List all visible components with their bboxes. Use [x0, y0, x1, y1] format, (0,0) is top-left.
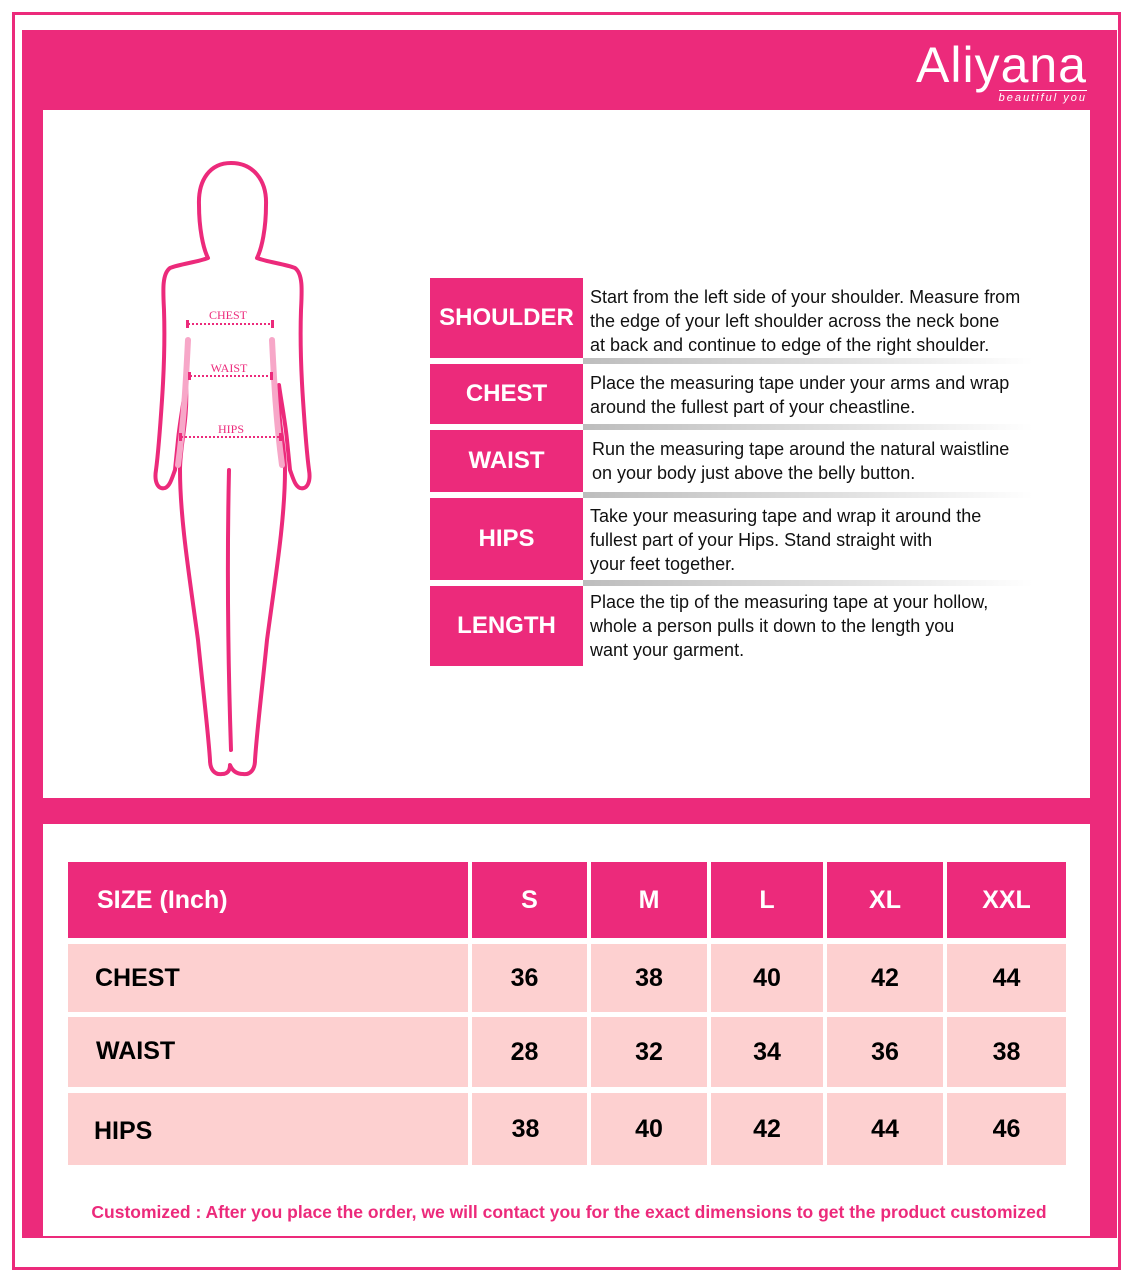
guide-separator — [583, 580, 1033, 586]
table-row-label-hips: HIPS — [68, 1093, 468, 1165]
guide-label-hips: HIPS — [430, 498, 583, 580]
guide-line: want your garment. — [590, 640, 745, 660]
guide-line: Take your measuring tape and wrap it around the — [590, 506, 982, 526]
body-silhouette-figure — [148, 158, 318, 780]
guide-label-chest: CHEST — [430, 364, 583, 424]
guide-text-hips — [590, 504, 1080, 576]
customization-note: Customized : After you place the order, we will contact you for the exact dimensions to get the product customized — [91, 1202, 1047, 1222]
figure-label-waist: WAIST — [210, 361, 248, 375]
guide-line: around the fullest part of your cheastline. — [590, 397, 916, 417]
table-header-size: SIZE (Inch) — [68, 862, 468, 938]
table-cell: 46 — [947, 1093, 1066, 1165]
guide-line: Place the tip of the measuring tape at your hollow, — [590, 592, 989, 612]
table-cell: 40 — [591, 1093, 707, 1165]
table-header-s: S — [472, 862, 587, 938]
guide-line: whole a person pulls it down to the length you — [590, 616, 955, 636]
guide-line: the edge of your left shoulder across the neck bone — [590, 311, 1000, 331]
table-cell: 32 — [591, 1017, 707, 1087]
table-row-label-waist: WAIST — [68, 1017, 468, 1087]
guide-text-chest — [590, 371, 1080, 419]
guide-separator — [583, 424, 1033, 430]
guide-separator — [583, 492, 1033, 498]
table-header-xl: XL — [827, 862, 943, 938]
arm-inner-shading — [178, 340, 282, 465]
table-cell: 42 — [827, 944, 943, 1012]
measure-lines — [181, 324, 281, 437]
guide-line: Start from the left side of your shoulder. Measure from — [590, 287, 1021, 307]
table-cell: 38 — [947, 1017, 1066, 1087]
table-cell: 38 — [591, 944, 707, 1012]
guide-line: Place the measuring tape under your arms and wrap — [590, 373, 1010, 393]
figure-label-chest: CHEST — [208, 308, 248, 322]
guide-separator — [583, 358, 1033, 364]
figure-label-hips: HIPS — [217, 422, 245, 436]
brand-name: Aliyana — [916, 37, 1087, 93]
table-cell: 44 — [827, 1093, 943, 1165]
table-cell: 34 — [711, 1017, 823, 1087]
brand-tagline: beautiful you — [998, 92, 1087, 104]
table-cell: 36 — [472, 944, 587, 1012]
table-cell: 42 — [711, 1093, 823, 1165]
table-header-xxl: XXL — [947, 862, 1066, 938]
guide-line: your feet together. — [590, 554, 736, 574]
guide-line: at back and continue to edge of the right shoulder. — [590, 335, 990, 355]
table-row-label-chest: CHEST — [68, 944, 468, 1012]
brand-logo — [893, 36, 1093, 108]
guide-text-waist — [592, 437, 1082, 485]
silhouette-outline — [155, 163, 309, 774]
table-cell: 28 — [472, 1017, 587, 1087]
guide-label-length: LENGTH — [430, 586, 583, 666]
guide-line: Run the measuring tape around the natural waistline — [592, 439, 1010, 459]
guide-text-shoulder — [590, 285, 1080, 357]
guide-line: on your body just above the belly button. — [592, 463, 916, 483]
guide-label-shoulder: SHOULDER — [430, 278, 583, 358]
size-chart-table — [68, 862, 1066, 1165]
table-cell: 36 — [827, 1017, 943, 1087]
guide-label-waist: WAIST — [430, 430, 583, 492]
table-header-l: L — [711, 862, 823, 938]
table-header-m: M — [591, 862, 707, 938]
table-cell: 38 — [472, 1093, 587, 1165]
table-cell: 40 — [711, 944, 823, 1012]
guide-line: fullest part of your Hips. Stand straight with — [590, 530, 933, 550]
guide-text-length — [590, 590, 1080, 662]
table-cell: 44 — [947, 944, 1066, 1012]
